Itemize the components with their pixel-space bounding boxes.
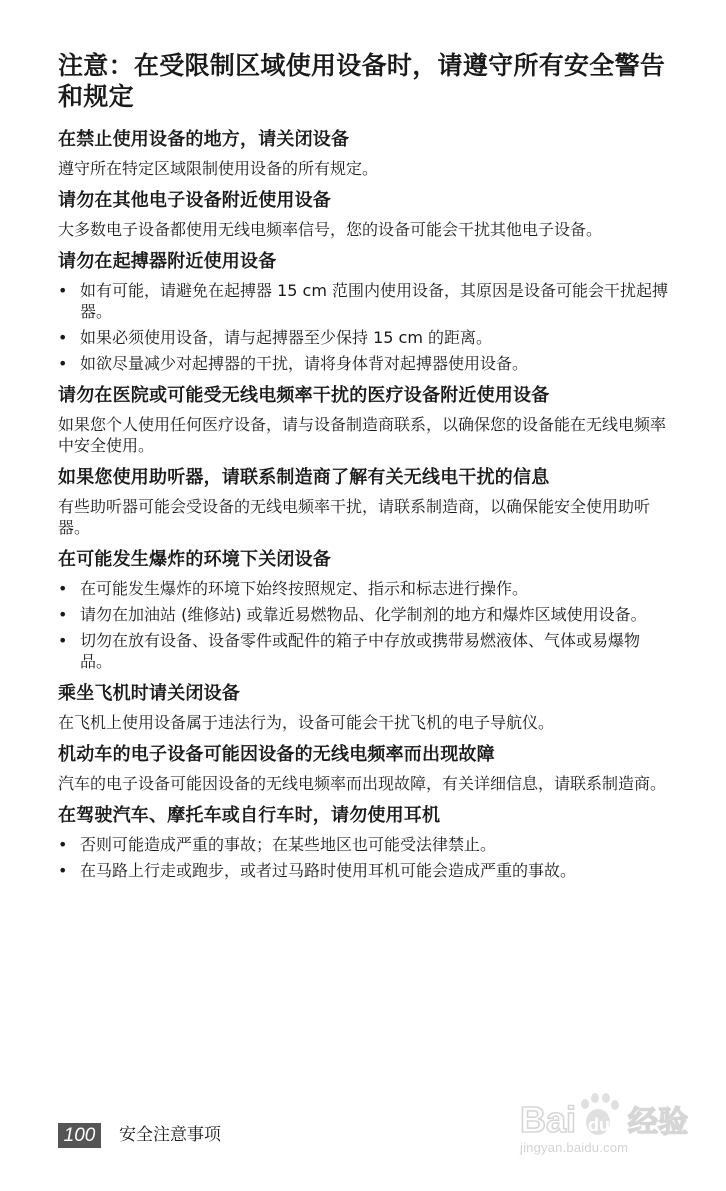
section-body-text: 在飞机上使用设备属于违法行为，设备可能会干扰飞机的电子导航仪。 (58, 713, 555, 732)
bullet-item (58, 353, 670, 374)
bullet-item (58, 834, 670, 855)
section-heading: 在可能发生爆炸的环境下关闭设备 (58, 549, 331, 570)
bullet-dot-icon: • (58, 605, 68, 624)
watermark-logo-text-jingyan: 经验 (628, 1105, 688, 1140)
section-body-text: 如果您个人使用任何医疗设备，请与设备制造商联系，以确保您的设备能在无线电频率中安全使用。 (58, 415, 667, 455)
bullet-dot-icon: • (58, 835, 68, 854)
bullet-item (58, 630, 670, 672)
section-body-text: 大多数电子设备都使用无线电频率信号，您的设备可能会干扰其他电子设备。 (58, 220, 603, 239)
bullet-text: 在可能发生爆炸的环境下始终按照规定、指示和标志进行操作。 (80, 579, 529, 598)
section-heading: 在禁止使用设备的地方，请关闭设备 (58, 129, 350, 150)
bullet-item (58, 578, 670, 599)
bullet-dot-icon: • (58, 631, 68, 650)
bullet-dot-icon: • (58, 861, 68, 880)
section-heading: 机动车的电子设备可能因设备的无线电频率而出现故障 (58, 744, 495, 765)
section-heading: 在驾驶汽车、摩托车或自行车时，请勿使用耳机 (58, 805, 441, 826)
section-body-text: 遵守所在特定区域限制使用设备的所有规定。 (58, 159, 379, 178)
document-page (58, 50, 670, 892)
section (58, 683, 670, 733)
section-heading: 请勿在医院或可能受无线电频率干扰的医疗设备附近使用设备 (58, 385, 550, 406)
bullet-item (58, 604, 670, 625)
page-footer (58, 1123, 221, 1148)
section-body-text: 有些助听器可能会受设备的无线电频率干扰，请联系制造商，以确保能安全使用助听器。 (58, 497, 651, 537)
bullet-dot-icon: • (58, 354, 68, 373)
section (58, 805, 670, 881)
bullet-item (58, 860, 670, 881)
bullet-text: 如果必须使用设备，请与起搏器至少保持 15 cm 的距离。 (80, 328, 493, 347)
section (58, 549, 670, 672)
bullet-text: 否则可能造成严重的事故；在某些地区也可能受法律禁止。 (80, 835, 497, 854)
bullet-item (58, 280, 670, 322)
section-heading: 请勿在起搏器附近使用设备 (58, 251, 277, 272)
bullet-text: 切勿在放有设备、设备零件或配件的箱子中存放或携带易燃液体、气体或易爆物品。 (80, 631, 641, 671)
sections-container (58, 129, 670, 881)
section-heading: 如果您使用助听器，请联系制造商了解有关无线电干扰的信息 (58, 467, 550, 488)
bullet-list (58, 578, 670, 672)
bullet-text: 在马路上行走或跑步，或者过马路时使用耳机可能会造成严重的事故。 (80, 861, 577, 880)
watermark-url: jingyan.baidu.com (520, 1140, 629, 1155)
bullet-text: 如有可能，请避免在起搏器 15 cm 范围内使用设备，其原因是设备可能会干扰起搏器。 (80, 281, 669, 321)
section-heading: 请勿在其他电子设备附近使用设备 (58, 190, 331, 211)
bullet-text: 如欲尽量减少对起搏器的干扰，请将身体背对起搏器使用设备。 (80, 354, 529, 373)
section-heading: 乘坐飞机时请关闭设备 (58, 683, 240, 704)
bullet-list (58, 280, 670, 374)
bullet-dot-icon: • (58, 328, 68, 347)
section (58, 251, 670, 374)
watermark-logo-text-du: du (588, 1115, 610, 1135)
page-number: 100 (58, 1123, 101, 1148)
bullet-dot-icon: • (58, 281, 68, 300)
bullet-dot-icon: • (58, 579, 68, 598)
baidu-logo (518, 1092, 703, 1142)
baidu-jingyan-watermark (518, 1082, 703, 1167)
section-body-text: 汽车的电子设备可能因设备的无线电频率而出现故障，有关详细信息，请联系制造商。 (58, 774, 667, 793)
footer-section-label: 安全注意事项 (119, 1125, 221, 1145)
page-title: 注意：在受限制区域使用设备时，请遵守所有安全警告和规定 (58, 51, 666, 111)
section (58, 467, 670, 538)
section (58, 190, 670, 240)
section (58, 129, 670, 179)
bullet-text: 请勿在加油站 (维修站) 或靠近易燃物品、化学制剂的地方和爆炸区域使用设备。 (80, 605, 647, 624)
watermark-logo-text-bai: Bai (520, 1099, 577, 1140)
section (58, 385, 670, 456)
bullet-item (58, 327, 670, 348)
section (58, 744, 670, 794)
bullet-list (58, 834, 670, 881)
